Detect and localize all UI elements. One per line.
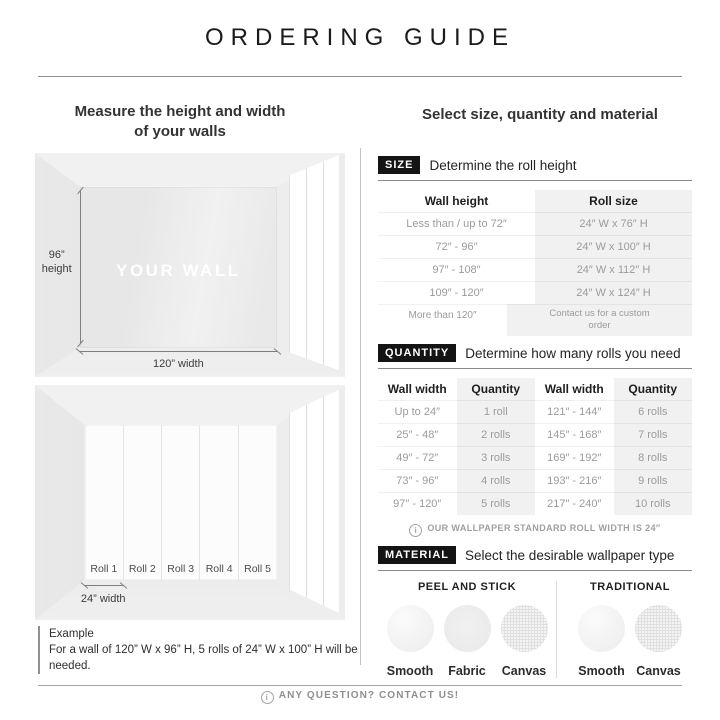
your-wall — [80, 187, 277, 348]
quantity-cell: 1 roll — [457, 400, 536, 423]
size-section-header — [378, 156, 692, 181]
your-wall-label: YOUR WALL — [116, 260, 241, 280]
example-note — [38, 626, 361, 674]
width-dimension-label: 120” width — [152, 357, 204, 370]
quantity-cell: 10 rolls — [614, 492, 693, 515]
measure-heading — [0, 102, 360, 143]
quantity-table-row — [378, 446, 692, 469]
wall-height-cell: 72″ - 96″ — [378, 235, 535, 258]
material-option — [635, 605, 682, 678]
quantity-table-row — [378, 469, 692, 492]
quantity-table-body — [378, 400, 692, 515]
material-swatch — [578, 605, 625, 652]
quantity-cell: 3 rolls — [457, 446, 536, 469]
quantity-table-header-row — [378, 378, 692, 400]
wall-width-cell: 193″ - 216″ — [535, 469, 614, 492]
roll-width-dimension-line — [85, 585, 123, 586]
wall-width-cell: Up to 24″ — [378, 400, 457, 423]
wall-height-column-header: Wall height — [424, 194, 489, 208]
roll-size-cell: 24″ W x 100″ H — [535, 235, 692, 258]
wall-height-cell: 109″ - 120″ — [378, 281, 535, 304]
wall-width-cell: 169″ - 192″ — [535, 446, 614, 469]
measure-heading-line2: of your walls — [134, 123, 226, 141]
material-caption: Select the desirable wallpaper type — [465, 547, 675, 563]
quantity-cell: 6 rolls — [614, 400, 693, 423]
quantity-column-header: Quantity — [457, 378, 536, 400]
quantity-table-row — [378, 400, 692, 423]
size-badge: SIZE — [378, 156, 420, 174]
size-table-row — [378, 235, 692, 258]
wall-width-cell: 73″ - 96″ — [378, 469, 457, 492]
example-body: For a wall of 120” W x 96” H, 5 rolls of 24” W x 100” H will be needed. — [49, 644, 358, 673]
size-table-row — [378, 281, 692, 304]
material-badge: MATERIAL — [378, 546, 456, 564]
roll-label: Roll 1 — [90, 563, 118, 576]
measure-heading-line1: Measure the height and width — [74, 103, 286, 120]
quantity-cell: 2 rolls — [457, 423, 536, 446]
size-table-row — [378, 304, 692, 336]
material-options — [387, 605, 548, 678]
material-option-label: Smooth — [578, 664, 625, 678]
roll-size-cell: 24″ W x 112″ H — [535, 258, 692, 281]
quantity-badge: QUANTITY — [378, 344, 456, 362]
column-divider — [360, 148, 361, 665]
wall-height-cell: More than 120″ — [378, 304, 507, 336]
material-group-traditional — [556, 581, 691, 678]
roll-label: Roll 2 — [128, 563, 156, 576]
material-option-label: Canvas — [636, 664, 681, 678]
material-group-name: TRADITIONAL — [589, 581, 671, 593]
room-illustration-measure — [35, 153, 345, 377]
room-illustration-rolls — [35, 385, 345, 620]
footer-divider — [38, 685, 682, 686]
material-section-header — [378, 546, 692, 571]
info-icon: i — [409, 524, 422, 537]
info-icon: i — [261, 691, 274, 704]
quantity-cell: 5 rolls — [457, 492, 536, 515]
size-section — [378, 156, 692, 336]
size-table-body — [378, 212, 692, 336]
quantity-table-row — [378, 492, 692, 515]
wall-width-cell: 121″ - 144″ — [535, 400, 614, 423]
roll-size-cell: 24″ W x 124″ H — [535, 281, 692, 304]
size-table-header-row — [378, 190, 692, 212]
quantity-cell: 9 rolls — [614, 469, 693, 492]
wall-width-cell: 97″ - 120″ — [378, 492, 457, 515]
quantity-section-header — [378, 344, 692, 369]
quantity-column-header: Quantity — [614, 378, 693, 400]
select-heading: Select size, quantity and material — [422, 106, 658, 123]
top-divider — [38, 76, 682, 77]
size-table-row — [378, 258, 692, 281]
wall-width-column-header: Wall width — [544, 382, 604, 396]
wall-width-cell: 49″ - 72″ — [378, 446, 457, 469]
material-group-name: PEEL AND STICK — [417, 581, 517, 593]
material-option — [387, 605, 434, 678]
roll-label: Roll 3 — [167, 563, 195, 576]
material-swatch — [635, 605, 682, 652]
roll-label: Roll 4 — [205, 563, 233, 576]
wall-width-cell: 25″ - 48″ — [378, 423, 457, 446]
material-option — [501, 605, 548, 678]
quantity-caption: Determine how many rolls you need — [465, 345, 681, 361]
wall-height-cell: 97″ - 108″ — [378, 258, 535, 281]
standard-roll-width-note: i OUR WALLPAPER STANDARD ROLL WIDTH IS 24″ — [378, 523, 692, 537]
roll-panel-seams — [85, 425, 277, 580]
material-option — [444, 605, 491, 678]
size-caption: Determine the roll height — [429, 157, 577, 173]
quantity-cell: 8 rolls — [614, 446, 693, 469]
roll-size-cell: 24″ W x 76″ H — [535, 212, 692, 235]
wall-width-cell: 145″ - 168″ — [535, 423, 614, 446]
height-dimension-label: 96” height — [41, 249, 72, 276]
quantity-section — [378, 344, 692, 537]
material-swatch — [387, 605, 434, 652]
material-group-peel-and-stick — [378, 581, 556, 678]
contact-us-note: i ANY QUESTION? CONTACT US! — [0, 690, 720, 704]
material-swatch — [501, 605, 548, 652]
roll-size-cell: Contact us for a custom order — [507, 304, 692, 336]
material-option-label: Fabric — [448, 664, 486, 678]
height-dimension-line — [80, 191, 81, 343]
width-dimension-line — [80, 351, 277, 352]
material-options — [578, 605, 682, 678]
material-option — [578, 605, 625, 678]
wall-width-cell: 217″ - 240″ — [535, 492, 614, 515]
wall-height-cell: Less than / up to 72″ — [378, 212, 535, 235]
size-table — [378, 190, 692, 336]
page-title: ORDERING GUIDE — [204, 24, 515, 51]
example-title: Example — [49, 628, 94, 640]
roll-label: Roll 5 — [244, 563, 271, 576]
roll-labels — [85, 563, 277, 575]
wall-with-rolls — [85, 425, 277, 580]
quantity-table — [378, 378, 692, 515]
roll-size-column-header: Roll size — [535, 190, 692, 212]
quantity-cell: 4 rolls — [457, 469, 536, 492]
material-groups — [378, 581, 692, 678]
quantity-cell: 7 rolls — [614, 423, 693, 446]
size-table-row — [378, 212, 692, 235]
material-section — [378, 546, 692, 678]
material-swatch — [444, 605, 491, 652]
roll-width-dimension-label: 24” width — [80, 592, 126, 605]
material-option-label: Canvas — [501, 664, 547, 678]
quantity-table-row — [378, 423, 692, 446]
wall-width-column-header: Wall width — [387, 382, 447, 396]
material-option-label: Smooth — [386, 664, 434, 678]
